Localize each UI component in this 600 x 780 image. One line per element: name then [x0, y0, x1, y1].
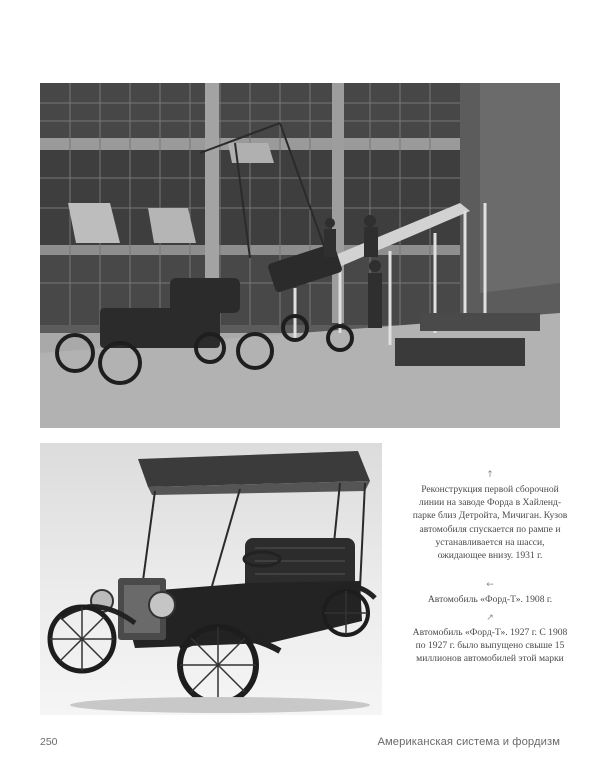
model-t-photo — [40, 443, 382, 715]
arrow-up-icon: ↑ — [486, 470, 494, 480]
model-t-illustration — [40, 443, 382, 715]
caption-text: Автомобиль «Форд-Т». 1908 г. — [427, 594, 553, 605]
arrow-up-right-icon: ↗ — [486, 613, 494, 623]
caption-model-t-1927 — [410, 613, 570, 666]
assembly-line-photo — [40, 83, 560, 428]
caption-text: Автомобиль «Форд-Т». 1927 г. С 1908 по 1927 г. было выпущено свыше 15 миллионов автомобилей этой марки — [412, 627, 568, 665]
running-head: Американская система и фордизм — [377, 736, 560, 748]
arrow-left-icon: ← — [486, 580, 494, 590]
page-number: 250 — [40, 736, 58, 748]
caption-model-t-1908 — [410, 580, 570, 606]
caption-text: Реконструкция первой сборочной линии на заводе Форда в Хайленд-парке близ Детройта, Мичиган. Кузов автомобиля спускается по рампе и устанавливается на шасси, ожидающее внизу. 1931 г. — [412, 484, 568, 562]
assembly-line-illustration — [40, 83, 560, 428]
caption-assembly-line — [410, 470, 570, 562]
